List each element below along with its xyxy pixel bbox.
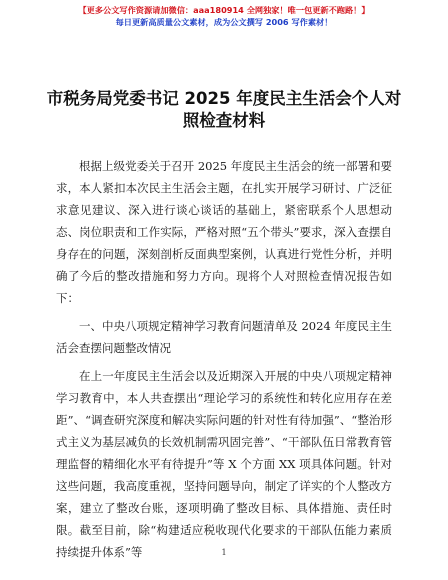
document-title: 市税务局党委书记 2025 年度民主生活会个人对照检查材料 [46, 89, 402, 130]
document-body [56, 155, 392, 569]
section-1-paragraph: 在上一年度民主生活会以及近期深入开展的中央八项规定精神学习教育中，本人共查摆出“理论学习的系统性和转化应用存在差距”、“调查研究深度和解决实际问题的针对性有待加强”、“整治形式主义为基层减负的长效机制需巩固完善”、“干部队伍日常教育管理监督的精细化水平有待提升”等 X 个方面 XX 项具体问题。针对这些问题，我高度重视，坚持问题导向，制定了详实的个人整改方案，建立了整改台账，逐项明确了整改目标、具体措施、责任时限。截至目前，除“构建适应税收现代化要求的干部队伍能力素质持续提升体系”等 [56, 369, 392, 559]
promo-banner-line-1: 【更多公文写作资源请加微信：aaa180914 全网独家！唯一包更新不跑路！】 [78, 5, 370, 15]
promo-banner [0, 4, 448, 28]
page-number: 1 [221, 548, 227, 557]
section-heading-1: 一、中央八项规定精神学习教育问题清单及 2024 年度民主生活会查摆问题整改情况 [56, 319, 392, 355]
intro-paragraph: 根据上级党委关于召开 2025 年度民主生活会的统一部署和要求，本人紧扣本次民主生活会主题，在扎实开展学习研讨、广泛征求意见建议、深入进行谈心谈话的基础上，紧密联系个人思想动态、岗位职责和工作实际，严格对照“五个带头”要求，深入查摆自身存在的问题，深刻剖析反面典型案例，认真进行党性分析，并明确了今后的整改措施和努力方向。现将个人对照检查情况报告如下： [56, 159, 392, 305]
promo-banner-line-2: 每日更新高质量公文素材，成为公文撰写 2006 写作素材！ [115, 17, 333, 27]
